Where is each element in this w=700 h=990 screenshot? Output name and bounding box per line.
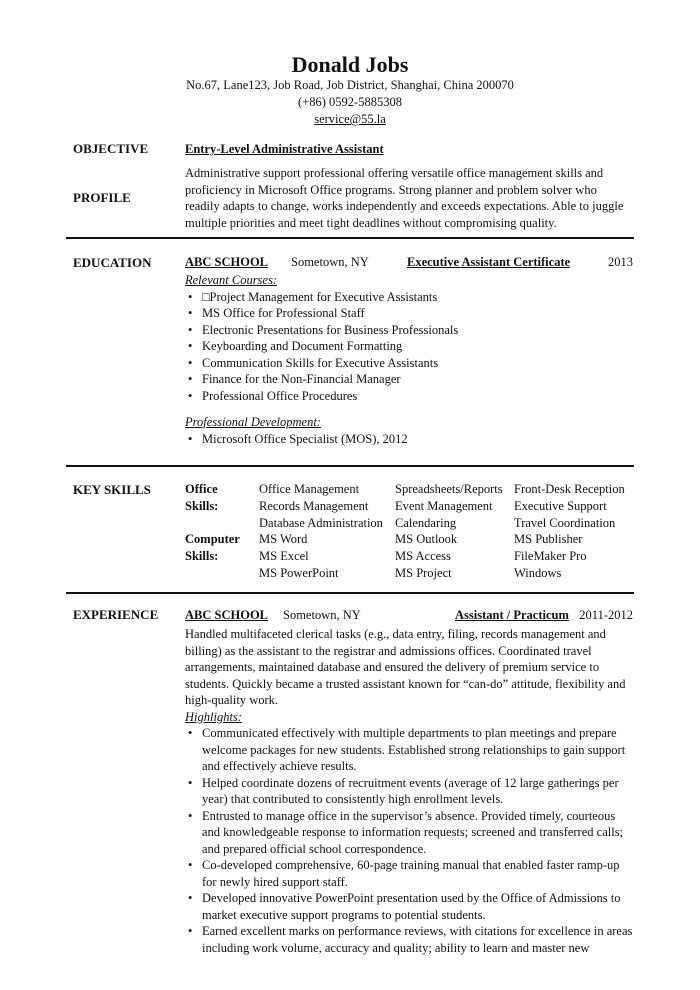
course-item: • Keyboarding and Document Formatting <box>185 338 625 355</box>
skill-item: MS Word <box>259 532 308 547</box>
candidate-name: Donald Jobs <box>291 52 409 77</box>
computer-skills-label-1: Computer <box>185 532 240 546</box>
experience-location: Sometown, NY <box>283 608 361 622</box>
experience-label: EXPERIENCE <box>73 607 159 622</box>
course-item: • Electronic Presentations for Business Professionals <box>185 322 625 339</box>
office-skills-label-2: Skills: <box>185 499 219 513</box>
education-details <box>185 272 625 447</box>
course-item: • □Project Management for Executive Assistants <box>185 289 625 306</box>
office-skills-label-1: Office <box>185 482 218 496</box>
highlight-item: • Earned excellent marks on performance reviews, with citations for excellence in areas including work volume, accuracy and quality; ability to learn and master new <box>185 923 633 956</box>
highlight-item: • Entrusted to manage office in the supervisor’s absence. Provided timely, courteous and knowledgeable response to information requests; screened and transferred calls; and prepared official school correspondence. <box>185 808 633 858</box>
education-label: EDUCATION <box>73 255 152 270</box>
skill-item: MS Excel <box>259 549 309 564</box>
skill-item: Calendaring <box>395 515 457 530</box>
course-item: • Communication Skills for Executive Assistants <box>185 355 625 372</box>
skill-item: Front-Desk Reception <box>514 482 625 496</box>
profile-text: Administrative support professional offering versatile office management skills and proficiency in Microsoft Office programs. Strong planner and problem solver who readily adapts to change, works independently and exceeds expectations. Able to juggle multiple priorities and meet tight deadlines without compromising quality. <box>185 166 624 230</box>
highlight-item: • Communicated effectively with multiple departments to plan meetings and prepare welcome packages for new students. Established strong relationships to gain support and effectively achieve results. <box>185 725 633 775</box>
computer-skills-label-2: Skills: <box>185 549 219 563</box>
development-label: Professional Development: <box>185 415 321 429</box>
section-divider <box>66 237 634 239</box>
skill-item: MS Outlook <box>395 532 458 547</box>
skill-item: MS Access <box>395 549 451 564</box>
skill-item: Spreadsheets/Reports <box>395 482 503 496</box>
skill-item: Database Administration <box>259 515 383 530</box>
highlights-list <box>185 725 633 956</box>
skill-item: MS PowerPoint <box>259 566 339 580</box>
course-item: • Finance for the Non-Financial Manager <box>185 371 625 388</box>
highlight-item: • Co-developed comprehensive, 60-page training manual that enabled faster ramp-up for newly hired support staff. <box>185 857 633 890</box>
courses-list <box>185 289 625 405</box>
email-link[interactable]: service@55.la <box>314 112 386 126</box>
experience-heading <box>185 608 635 625</box>
skill-item: MS Project <box>395 566 452 580</box>
phone: (+86) 0592-5885308 <box>298 95 402 109</box>
address: No.67, Lane123, Job Road, Job District, Shanghai, China 200070 <box>186 78 514 92</box>
experience-details <box>185 626 633 956</box>
skill-item: MS Publisher <box>514 532 583 547</box>
courses-label: Relevant Courses: <box>185 273 277 287</box>
education-year: 2013 <box>608 255 633 269</box>
highlights-label: Highlights: <box>185 709 242 724</box>
experience-summary: Handled multifaceted clerical tasks (e.g., data entry, filing, records management and billing) as the assistant to the registrar and admissions offices. Coordinated travel arrangements, maintained database and ensured the delivery of premium service to students. Quickly became a trusted assistant known for “can-do” attitude, flexibility and high-quality work. <box>185 627 626 707</box>
skill-item: Executive Support <box>514 498 607 513</box>
development-item: • Microsoft Office Specialist (MOS), 2012 <box>185 431 625 448</box>
education-school: ABC SCHOOL <box>185 255 269 269</box>
development-list <box>185 431 625 448</box>
skill-item: Office Management <box>259 482 360 496</box>
education-location: Sometown, NY <box>291 255 369 269</box>
highlight-item: • Developed innovative PowerPoint presentation used by the Office of Admissions to market executive support programs to potential students. <box>185 890 633 923</box>
objective-title: Entry-Level Administrative Assistant <box>185 142 384 156</box>
section-divider <box>66 465 634 467</box>
experience-school: ABC SCHOOL <box>185 608 269 622</box>
course-item: • MS Office for Professional Staff <box>185 305 625 322</box>
skill-item: FileMaker Pro <box>514 549 587 564</box>
skill-item: Travel Coordination <box>514 515 616 530</box>
skills-label: KEY SKILLS <box>73 482 151 497</box>
profile-label: PROFILE <box>73 190 131 205</box>
education-heading <box>185 255 635 272</box>
course-item: • Professional Office Procedures <box>185 388 625 405</box>
skill-item: Records Management <box>259 498 369 513</box>
experience-years: 2011-2012 <box>579 608 633 622</box>
section-divider <box>66 592 634 594</box>
objective-label: OBJECTIVE <box>73 141 149 156</box>
education-certificate: Executive Assistant Certificate <box>407 255 571 269</box>
skill-item: Windows <box>514 566 562 580</box>
highlight-item: • Helped coordinate dozens of recruitment events (average of 12 large gatherings per year) that contributed to consistently high enrollment levels. <box>185 775 633 808</box>
resume-header <box>0 53 700 128</box>
experience-role: Assistant / Practicum <box>455 608 569 622</box>
skill-item: Event Management <box>395 498 493 513</box>
